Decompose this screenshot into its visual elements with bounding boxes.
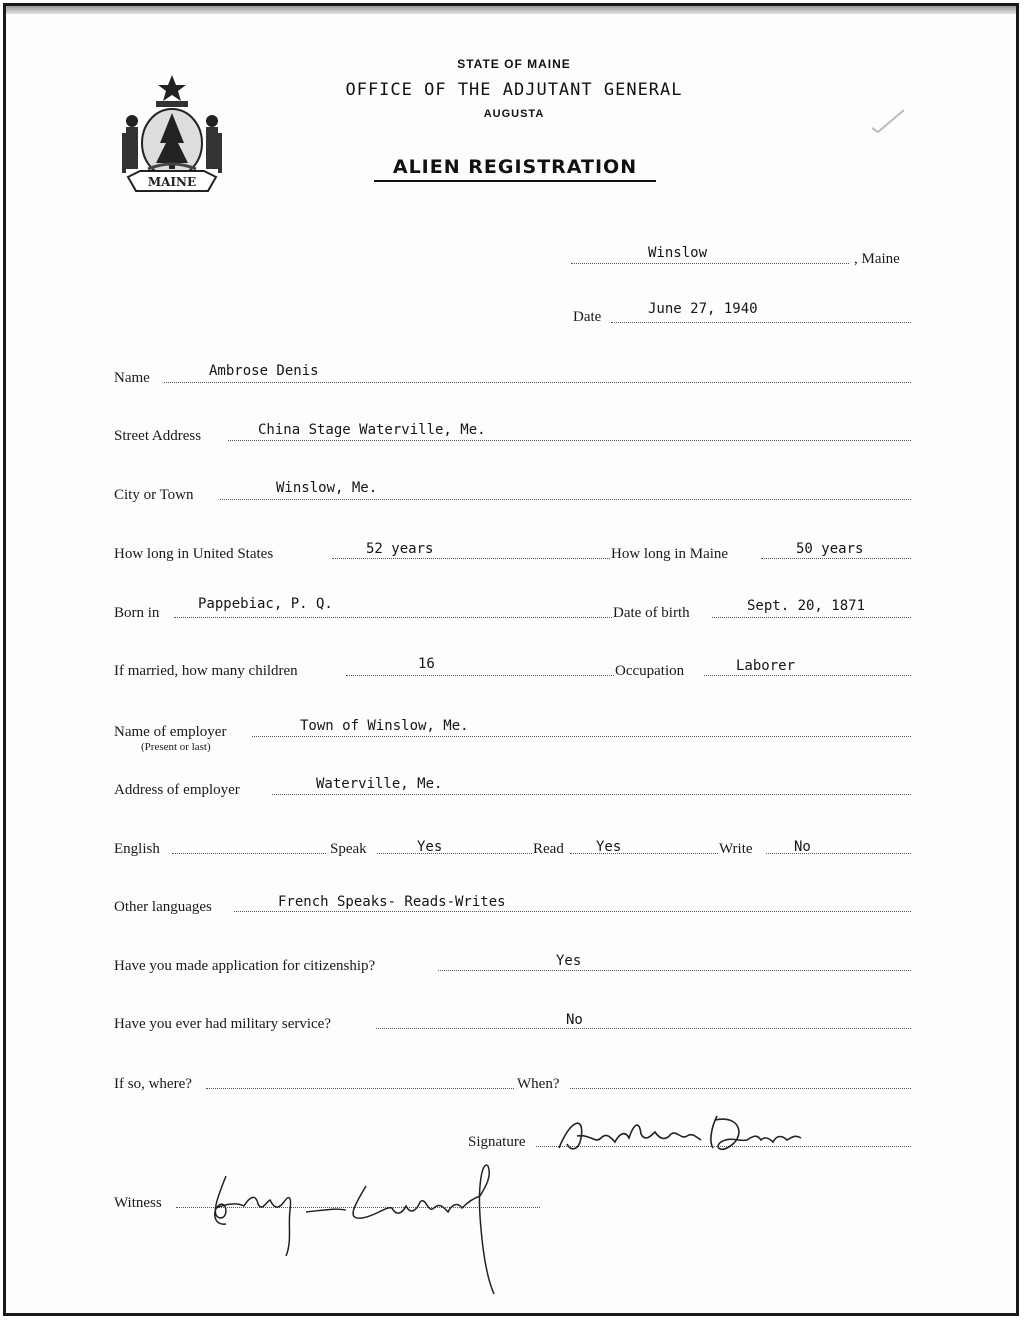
military-value: No <box>566 1012 583 1028</box>
children-value: 16 <box>418 656 435 672</box>
employer-label: Name of employer <box>114 724 227 740</box>
employer-sublabel: (Present or last) <box>141 741 211 753</box>
employer-value: Town of Winslow, Me. <box>300 718 469 734</box>
english-line <box>172 853 326 854</box>
employer-address-value: Waterville, Me. <box>316 776 443 792</box>
citizenship-value: Yes <box>556 953 582 969</box>
date-value: June 27, 1940 <box>648 301 758 317</box>
if-so-where-line <box>206 1088 514 1089</box>
state-heading: STATE OF MAINE <box>457 57 571 71</box>
years-maine-value: 50 years <box>796 541 864 557</box>
city-heading: AUGUSTA <box>483 108 545 120</box>
name-value: Ambrose Denis <box>209 363 319 379</box>
how-long-maine-label: How long in Maine <box>611 546 729 562</box>
employer-address-label: Address of employer <box>114 782 240 798</box>
street-label: Street Address <box>114 428 202 444</box>
form-title: ALIEN REGISTRATION <box>374 156 656 182</box>
speak-value: Yes <box>417 839 443 855</box>
read-line <box>570 853 718 854</box>
military-line <box>376 1028 911 1029</box>
city-town-value: Winslow, Me. <box>276 480 378 496</box>
witness-label: Witness <box>114 1195 162 1211</box>
occupation-label: Occupation <box>615 663 685 679</box>
document-page <box>3 3 1019 1316</box>
checkmark-icon <box>868 106 908 136</box>
signature-label: Signature <box>468 1134 526 1150</box>
how-long-maine-line <box>761 558 911 559</box>
city-town-label: City or Town <box>114 487 194 503</box>
employer-address-line <box>272 794 911 795</box>
other-languages-line <box>234 911 911 912</box>
occupation-line <box>704 675 911 676</box>
other-languages-value: French Speaks- Reads-Writes <box>278 894 506 910</box>
born-in-value: Pappebiac, P. Q. <box>198 596 333 612</box>
born-in-line <box>174 617 612 618</box>
svg-text:MAINE: MAINE <box>147 175 197 189</box>
date-line <box>611 322 911 323</box>
scan-edge-strip <box>6 6 1016 14</box>
street-value: China Stage Waterville, Me. <box>258 422 486 438</box>
speak-label: Speak <box>330 841 367 857</box>
street-line <box>228 440 911 441</box>
how-long-us-line <box>332 558 610 559</box>
children-line <box>346 675 614 676</box>
town-value: Winslow <box>648 245 708 261</box>
date-of-birth-line <box>712 617 911 618</box>
citizenship-line <box>438 970 911 971</box>
maine-label: , Maine <box>854 251 900 267</box>
read-label: Read <box>533 841 564 857</box>
citizenship-label: Have you made application for citizenship? <box>114 958 376 974</box>
when-line <box>570 1088 911 1089</box>
military-label: Have you ever had military service? <box>114 1016 331 1032</box>
write-line <box>766 853 911 854</box>
other-languages-label: Other languages <box>114 899 212 915</box>
name-line <box>164 382 911 383</box>
employer-line <box>252 736 911 737</box>
years-us-value: 52 years <box>366 541 434 557</box>
date-of-birth-value: Sept. 20, 1871 <box>747 598 866 614</box>
office-heading: OFFICE OF THE ADJUTANT GENERAL <box>345 80 683 100</box>
when-label: When? <box>517 1076 560 1092</box>
date-of-birth-label: Date of birth <box>613 605 690 621</box>
name-label: Name <box>114 370 150 386</box>
write-label: Write <box>719 841 753 857</box>
witness-signature <box>196 1146 516 1296</box>
read-value: Yes <box>596 839 622 855</box>
city-town-line <box>220 499 911 500</box>
applicant-signature <box>551 1108 811 1160</box>
write-value: No <box>794 839 811 855</box>
speak-line <box>377 853 532 854</box>
english-label: English <box>114 841 160 857</box>
how-long-us-label: How long in United States <box>114 546 274 562</box>
occupation-value: Laborer <box>736 658 796 674</box>
children-label: If married, how many children <box>114 663 298 679</box>
if-so-where-label: If so, where? <box>114 1076 192 1092</box>
born-in-label: Born in <box>114 605 160 621</box>
date-label: Date <box>573 309 602 325</box>
town-line <box>571 263 849 264</box>
